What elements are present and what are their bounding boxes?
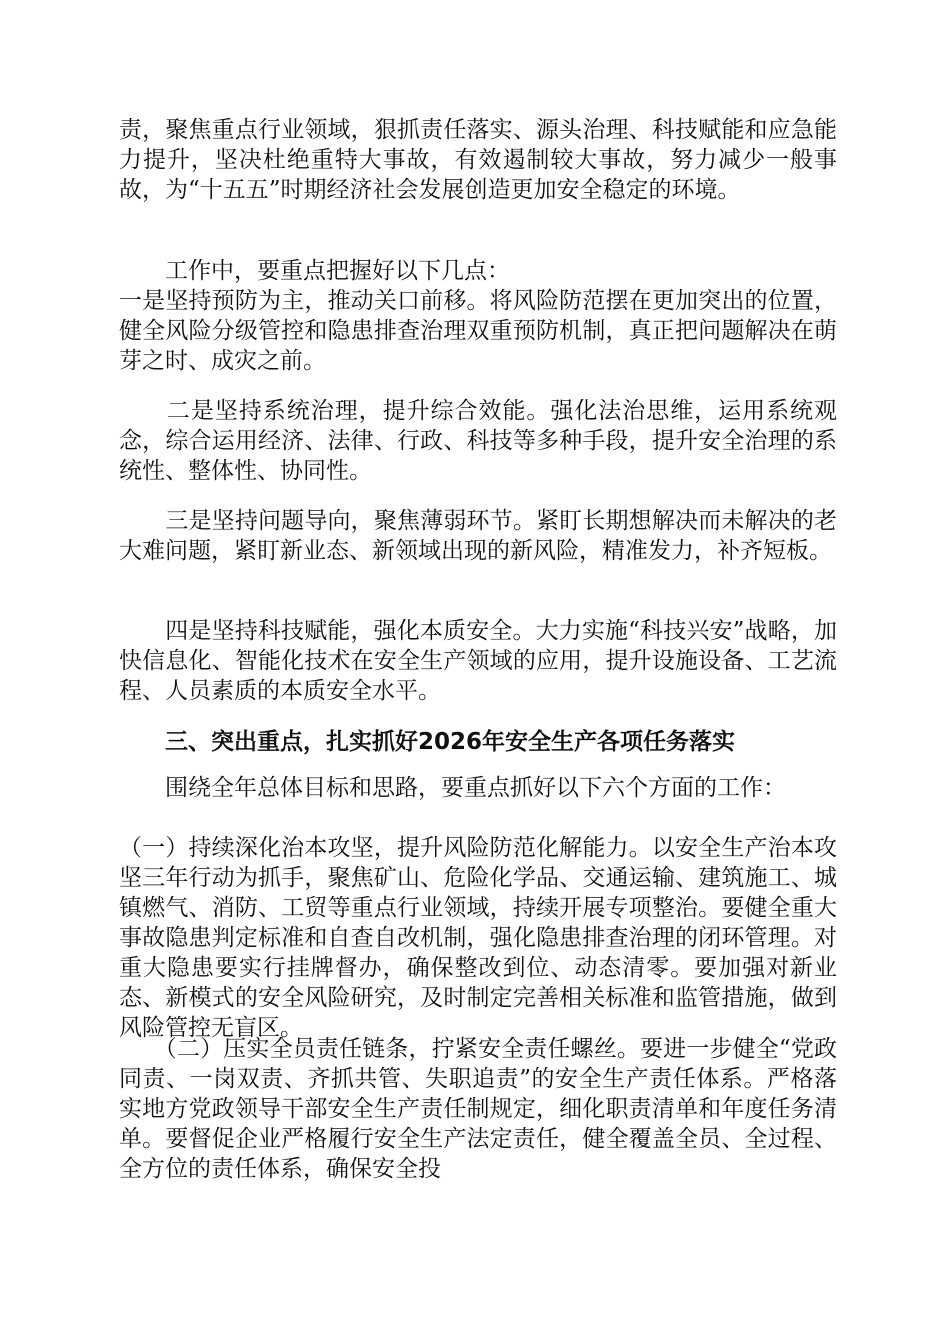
paragraph-work-points-intro: 工作中，要重点把握好以下几点： xyxy=(119,258,510,284)
paragraph-point-four: 四是坚持科技赋能，强化本质安全。大力实施“科技兴安”战略，加快信息化、智能化技术在安全生产领域的应用，提升设施设备、工艺流程、人员素质的本质安全水平。 xyxy=(119,618,837,704)
paragraph-closing-goals: 责，聚焦重点行业领域，狠抓责任落实、源头治理、科技赋能和应急能力提升，坚决杜绝重特大事故，有效遏制较大事故，努力减少一般事故，为“十五五”时期经济社会发展创造更加安全稳定的环境。 xyxy=(119,117,837,203)
paragraph-six-aspects-intro: 围绕全年总体目标和思路，要重点抓好以下六个方面的工作： xyxy=(119,775,786,801)
paragraph-point-two: 二是坚持系统治理，提升综合效能。强化法治思维，运用系统观念，综合运用经济、法律、行政、科技等多种手段，提升安全治理的系统性、整体性、协同性。 xyxy=(119,398,837,484)
paragraph-point-one: 一是坚持预防为主，推动关口前移。将风险防范摆在更加突出的位置，健全风险分级管控和隐患排查治理双重预防机制，真正把问题解决在萌芽之时、成灾之前。 xyxy=(119,288,837,374)
paragraph-item-one: （一）持续深化治本攻坚，提升风险防范化解能力。以安全生产治本攻坚三年行动为抓手，聚焦矿山、危险化学品、交通运输、建筑施工、城镇燃气、消防、工贸等重点行业领域，持续开展专项整治。要健全重大事故隐患判定标准和自查自改机制，强化隐患排查治理的闭环管理。对重大隐患要实行挂牌督办，确保整改到位、动态清零。要加强对新业态、新模式的安全风险研究，及时制定完善相关标准和监管措施，做到风险管控无盲区。 xyxy=(119,835,837,1041)
paragraph-item-two: （二）压实全员责任链条，拧紧安全责任螺丝。要进一步健全“党政同责、一岗双责、齐抓共管、失职追责”的安全生产责任体系。严格落实地方党政领导干部安全生产责任制规定，细化职责清单和年度任务清单。要督促企业严格履行安全生产法定责任，健全覆盖全员、全过程、全方位的责任体系，确保安全投 xyxy=(119,1036,837,1182)
section-heading-three: 三、突出重点，扎实抓好2026年安全生产各项任务落实 xyxy=(119,729,736,755)
paragraph-point-three: 三是坚持问题导向，聚焦薄弱环节。紧盯长期想解决而未解决的老大难问题，紧盯新业态、新领域出现的新风险，精准发力，补齐短板。 xyxy=(119,508,837,564)
